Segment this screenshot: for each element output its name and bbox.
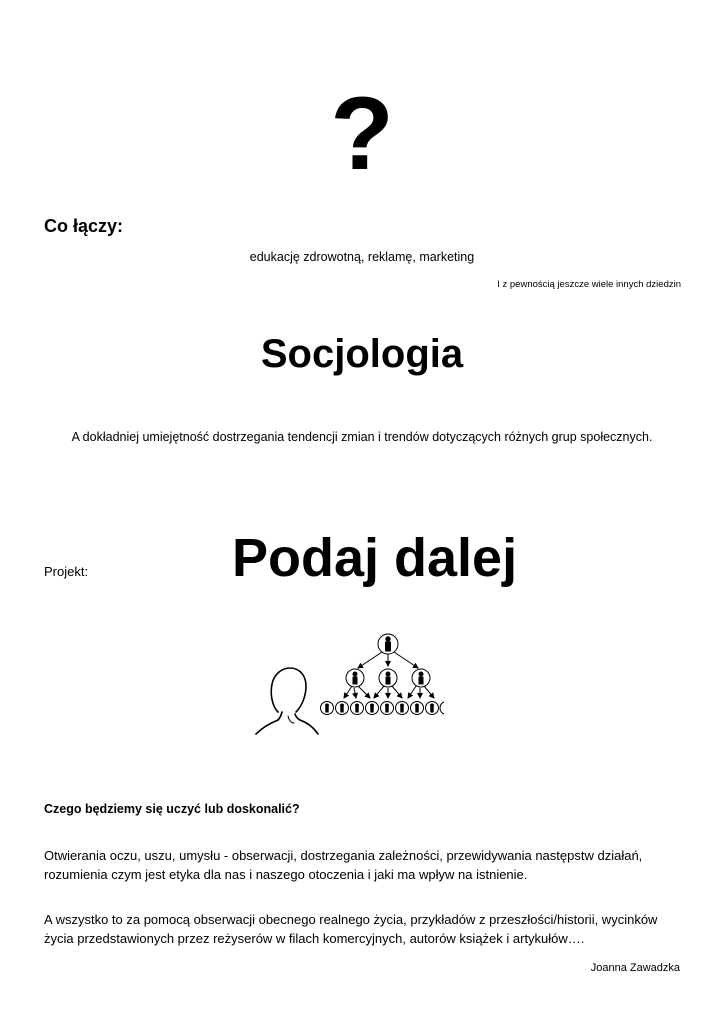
co-laczy-heading: Co łączy: bbox=[44, 216, 124, 236]
project-illustration bbox=[248, 626, 448, 738]
author-name: Joanna Zawadzka bbox=[590, 962, 680, 974]
learning-heading: Czego będziemy się uczyć lub doskonalić? bbox=[44, 802, 300, 816]
sociology-description: A dokładniej umiejętność dostrzegania tendencji zmian i trendów dotyczących różnych grup społecznych. bbox=[71, 430, 653, 444]
learning-paragraph-1: Otwierania oczu, uszu, umysłu - obserwacji, dostrzegania zależności, przewidywania następstw działań, rozumienia czym jest etyka dla nas i naszego otoczenia i jaki ma wpływ na istnienie. bbox=[44, 848, 643, 882]
learning-paragraph-2: A wszystko to za pomocą obserwacji obecnego realnego życia, przykładów z przeszłości/historii, wycinków życia przedstawionych przez reżyserów w filach komercyjnych, autorów książek i artykułów…. bbox=[44, 912, 658, 946]
other-fields-note: I z pewnością jeszcze wiele innych dziedzin bbox=[497, 279, 681, 290]
project-title: Podaj dalej bbox=[232, 528, 518, 588]
sociology-title: Socjologia bbox=[260, 332, 464, 376]
question-mark-heading: ? bbox=[330, 76, 394, 192]
person-head-icon bbox=[256, 668, 318, 734]
project-label: Projekt: bbox=[44, 564, 89, 579]
people-network-icon bbox=[321, 634, 445, 715]
fields-list: edukację zdrowotną, reklamę, marketing bbox=[249, 250, 475, 264]
